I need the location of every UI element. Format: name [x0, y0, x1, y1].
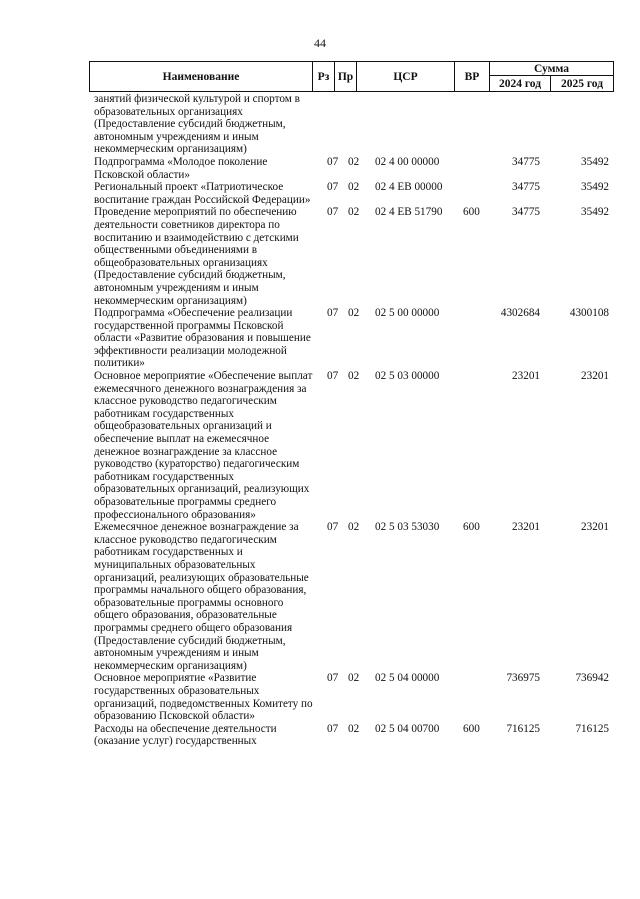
row-sum-2024: 23201	[512, 521, 540, 534]
table-header	[89, 61, 614, 92]
row-sum-2024: 34775	[512, 206, 540, 219]
row-csr: 02 4 EB 00000	[375, 181, 443, 194]
row-rz: 07	[327, 155, 339, 168]
row-name: Подпрограмма «Обеспечение реализации государственной программы Псковской области «Развитие образования и повышение эффективности реализации молодежной политики»	[94, 307, 311, 370]
row-sum-2025: 736942	[575, 672, 609, 685]
page-number: 44	[314, 36, 326, 50]
row-csr: 02 4 00 00000	[375, 155, 440, 168]
table-row	[0, 723, 640, 748]
header-pr: Пр	[334, 62, 356, 91]
row-name: Проведение мероприятий по обеспечению деятельности советников директора по воспитанию и взаимодействию с детскими общественными объединениями в общеобразовательных организациях (Предоставление субсидий бюджетным, автономным учреждениям и иным некоммерческим организациям)	[94, 206, 299, 307]
row-sum-2024: 4302684	[500, 307, 540, 320]
row-csr: 02 5 03 53030	[375, 521, 440, 534]
row-csr: 02 5 00 00000	[375, 307, 440, 320]
table-row	[0, 370, 640, 521]
row-name: Региональный проект «Патриотическое воспитание граждан Российской Федерации»	[94, 181, 311, 206]
table-row	[0, 307, 640, 370]
table-row	[0, 93, 640, 156]
header-name: Наименование	[162, 70, 240, 83]
row-sum-2025: 35492	[581, 155, 609, 168]
row-pr: 02	[348, 181, 360, 194]
row-vr: 600	[463, 521, 480, 534]
row-sum-2025: 4300108	[569, 307, 609, 320]
row-vr: 600	[463, 722, 480, 735]
row-rz: 07	[327, 672, 339, 685]
row-pr: 02	[348, 672, 360, 685]
row-csr: 02 4 EB 51790	[375, 206, 443, 219]
row-sum-2025: 35492	[581, 181, 609, 194]
row-pr: 02	[348, 155, 360, 168]
row-sum-2025: 716125	[575, 722, 609, 735]
header-2024: 2024 год	[489, 76, 550, 91]
row-sum-2025: 23201	[581, 521, 609, 534]
header-sum: Сумма	[489, 62, 613, 76]
row-sum-2024: 736975	[506, 672, 540, 685]
row-rz: 07	[327, 722, 339, 735]
row-pr: 02	[348, 521, 360, 534]
row-csr: 02 5 03 00000	[375, 370, 440, 383]
row-name: Подпрограмма «Молодое поколение Псковской области»	[94, 155, 268, 181]
row-pr: 02	[348, 206, 360, 219]
table-row	[0, 206, 640, 307]
row-name: Основное мероприятие «Развитие государственных образовательных организаций, подведомственных Комитету по образованию Псковской области»	[94, 672, 313, 723]
row-rz: 07	[327, 521, 339, 534]
row-csr: 02 5 04 00000	[375, 672, 440, 685]
table-row	[0, 521, 640, 672]
table-body	[0, 93, 640, 748]
row-vr: 600	[463, 206, 480, 219]
header-csr: ЦСР	[356, 62, 454, 91]
row-pr: 02	[348, 307, 360, 320]
row-sum-2024: 716125	[506, 722, 540, 735]
row-rz: 07	[327, 307, 339, 320]
row-name: Ежемесячное денежное вознаграждение за классное руководство педагогическим работникам государственных и муниципальных образовательных организаций, реализующих образовательные программы начального общего образования, образовательные программы основного общего образования, образовательные программы среднего общего образования (Предоставление субсидий бюджетным, автономным учреждениям и иным некоммерческим организациям)	[94, 521, 309, 672]
row-sum-2025: 23201	[581, 370, 609, 383]
header-vr: ВР	[454, 62, 489, 91]
row-rz: 07	[327, 206, 339, 219]
row-sum-2025: 35492	[581, 206, 609, 219]
table-row	[0, 672, 640, 722]
row-name: занятий физической культурой и спортом в образовательных организациях (Предоставление субсидий бюджетным, автономным учреждениям и иным некоммерческим организациям)	[94, 93, 300, 156]
row-rz: 07	[327, 181, 339, 194]
header-rz: Рз	[312, 62, 334, 91]
row-sum-2024: 34775	[512, 181, 540, 194]
row-csr: 02 5 04 00700	[375, 722, 440, 735]
row-sum-2024: 23201	[512, 370, 540, 383]
table-row	[0, 156, 640, 181]
row-pr: 02	[348, 370, 360, 383]
header-2025: 2025 год	[550, 76, 613, 91]
table-row	[0, 181, 640, 206]
row-name: Основное мероприятие «Обеспечение выплат ежемесячного денежного вознаграждения за классное руководство педагогическим работникам государственных общеобразовательных организаций и обеспечение выплат на ежемесячное денежное вознаграждение за классное руководство (кураторство) педагогическим работникам государственных образовательных организаций, реализующих образовательные программы среднего профессионального образования»	[94, 370, 313, 521]
row-rz: 07	[327, 370, 339, 383]
row-pr: 02	[348, 722, 360, 735]
row-name: Расходы на обеспечение деятельности (оказание услуг) государственных	[94, 722, 277, 748]
row-sum-2024: 34775	[512, 155, 540, 168]
